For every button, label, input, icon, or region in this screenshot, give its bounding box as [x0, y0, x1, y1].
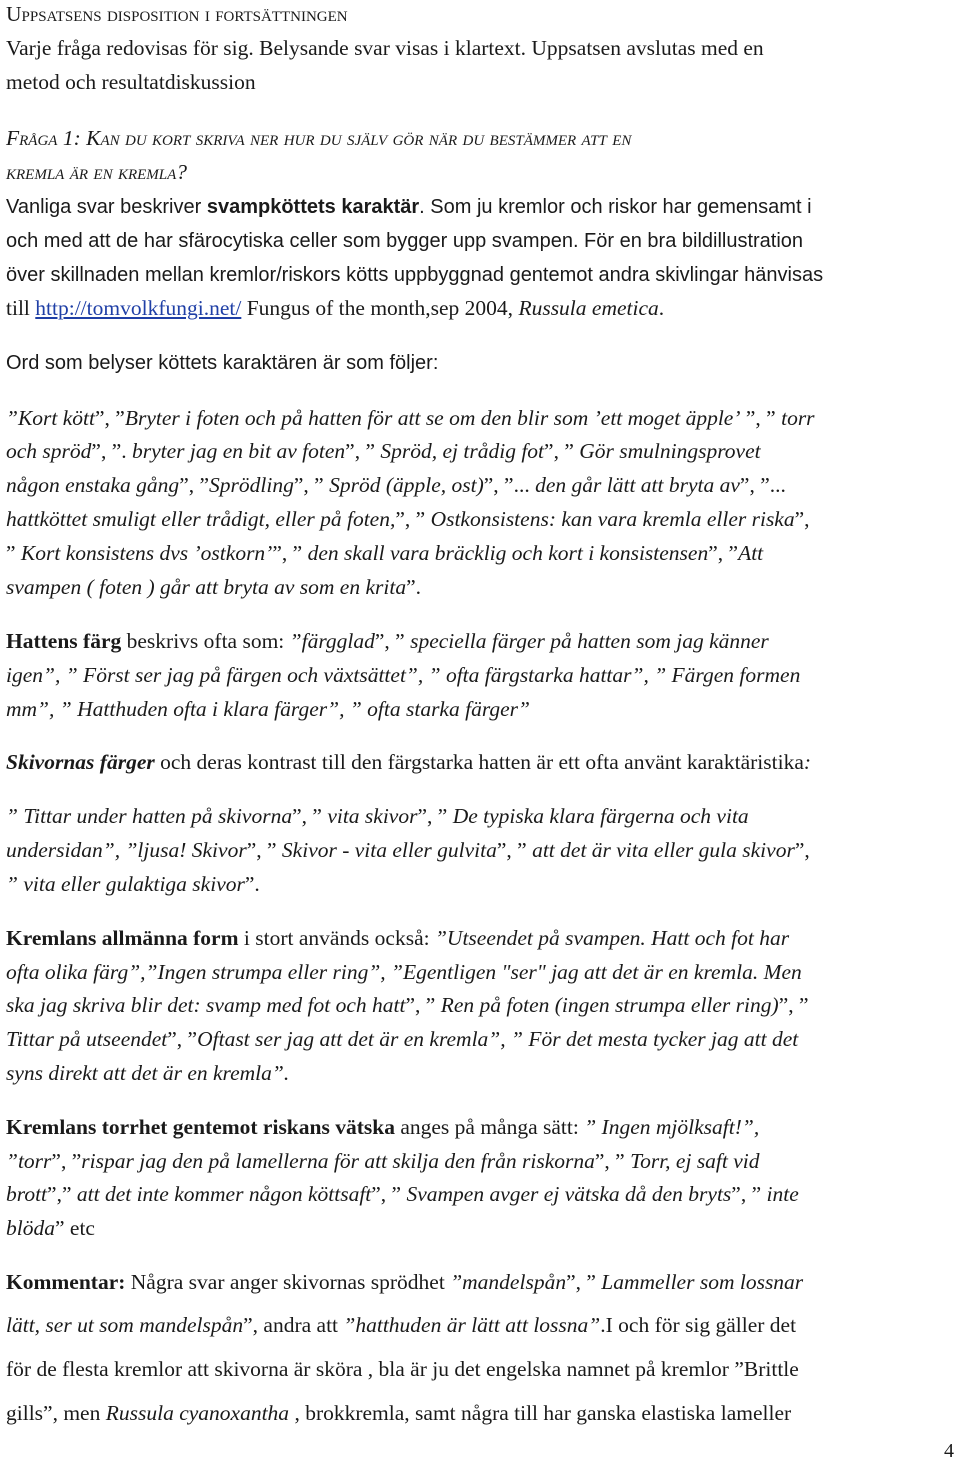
- allmanna-line-3: [6, 995, 809, 1017]
- kommentar-line-3: för de flesta kremlor att skivorna är sköra , bla är ju det engelska namnet på kremlor ”Brittle: [6, 1357, 799, 1381]
- body1-line-4: [6, 298, 664, 320]
- allmanna-line-2: ofta olika färg”,”Ingen strumpa eller ring”, ”Egentligen "ser" jag att det är en kremla. Men: [6, 960, 802, 984]
- quote: ”hatthuden är lätt att lossna”: [343, 1313, 601, 1337]
- hattens-line-2: igen”, ” Först ser jag på färgen och växtsättet”, ” ofta färgstarka hattar”, ” Färgen formen: [6, 663, 801, 687]
- quote: rispar jag den på lamellerna för att skilja den från riskorna: [81, 1149, 595, 1173]
- body1-line-1: [6, 197, 812, 217]
- plain-text: i stort används också:: [238, 926, 435, 950]
- quote: De typiska klara färgerna och vita: [452, 804, 749, 828]
- term-bold: Kremlans allmänna form: [6, 926, 239, 950]
- quote-sep: ”, ”: [272, 541, 308, 565]
- quote: lätt, ser ut som mandelspån: [6, 1313, 244, 1337]
- quote: vita skivor: [327, 804, 418, 828]
- torrhet-line-3: [6, 1184, 799, 1206]
- quote: inte: [766, 1182, 799, 1206]
- plain-text: gills”, men: [6, 1401, 106, 1425]
- hattens-line-1: [6, 631, 769, 653]
- body1-text: Fungus of the month,sep 2004,: [241, 296, 519, 320]
- quote: ”Kort kött: [6, 406, 96, 430]
- quote-sep: ”, ”.: [91, 439, 132, 463]
- kommentar-line-2: [6, 1315, 796, 1337]
- intro-line-1: Varje fråga redovisas för sig. Belysande svar visas i klartext. Uppsatsen avslutas med en: [6, 36, 764, 60]
- skivornas-line-3: [6, 840, 810, 862]
- quote: och spröd: [6, 439, 92, 463]
- quote: Lammeller som lossnar: [601, 1270, 804, 1294]
- allmanna-line-5: syns direkt att det är en kremla”.: [6, 1061, 290, 1085]
- quote: Ren på foten (ingen strumpa eller ring): [440, 993, 779, 1017]
- quote-sep: ”, ”: [292, 804, 328, 828]
- quote-sep: ”,: [794, 507, 810, 531]
- quote-sep: ”, ”: [395, 507, 431, 531]
- quotes1-line-4: [6, 509, 810, 531]
- quote: Gör smulningsprovet: [579, 439, 761, 463]
- page-number: 4: [944, 1440, 954, 1462]
- species-name: Russula emetica: [518, 296, 659, 320]
- quote-sep: ”, ”: [405, 993, 441, 1017]
- term-bold: Kremlans torrhet gentemot riskans vätska: [6, 1115, 395, 1139]
- quote: Skivor - vita eller gulvita: [281, 838, 497, 862]
- quote: Ostkonsistens: kan vara kremla eller riska: [430, 507, 795, 531]
- quote: ska jag skriva blir det: svamp med fot och hatt: [6, 993, 406, 1017]
- quote-sep: ”, ”: [374, 629, 411, 653]
- quote: speciella färger på hatten som jag känner: [410, 629, 769, 653]
- quote-sep: ”, ”: [417, 804, 453, 828]
- plain-text: beskrivs ofta som:: [121, 629, 290, 653]
- term-bold: Kommentar:: [6, 1270, 126, 1294]
- quote-sep: ”, ”: [708, 541, 739, 565]
- quote-sep: ”, ”: [731, 1182, 767, 1206]
- body1-bold: svampköttets karaktär: [206, 196, 420, 218]
- quotes1-line-2: [6, 441, 761, 463]
- quote: brott: [6, 1182, 48, 1206]
- quotes1-line-5: [6, 543, 763, 565]
- quote: Tittar på utseendet: [6, 1027, 168, 1051]
- skivornas-line-2: [6, 806, 749, 828]
- quote: Torr, ej saft vid: [630, 1149, 760, 1173]
- quote: undersidan”, ”ljusa! Skivor: [6, 838, 247, 862]
- quote: svampen ( foten ) går att bryta av som en krita: [6, 575, 407, 599]
- quote: Spröd, ej trådig fot: [380, 439, 545, 463]
- quote-sep: ”, ”: [566, 1270, 602, 1294]
- quote-sep: ”, ”: [345, 439, 381, 463]
- quote: Spröd (äpple, ost): [329, 473, 484, 497]
- quote: någon enstaka gång: [6, 473, 180, 497]
- hattens-line-3: mm”, ” Hatthuden ofta i klara färger”, ” ofta starka färger”: [6, 697, 531, 721]
- quote-sep: ”, ”: [246, 838, 282, 862]
- quote: att det inte kommer någon köttsaft: [76, 1182, 372, 1206]
- body1-text: till: [6, 296, 36, 320]
- plain-text: :: [803, 750, 812, 774]
- body1-text: Vanliga svar beskriver: [6, 196, 207, 218]
- quote: Att: [738, 541, 764, 565]
- quote: ” vita eller gulaktiga skivor: [6, 872, 245, 896]
- quote-sep: ”, ”: [740, 406, 782, 430]
- quote-sep: ”,: [794, 838, 810, 862]
- quote: den går lätt att bryta av: [535, 473, 740, 497]
- quote: hattköttet smuligt eller trådigt, eller på foten,: [6, 507, 396, 531]
- quote: Kort konsistens dvs ’ostkorn’: [20, 541, 273, 565]
- quote: Oftast ser jag att det är en kremla”, ” För det mesta tycker jag att det: [197, 1027, 799, 1051]
- quote-sep: ”, ”: [496, 838, 533, 862]
- quotes1-line-6: [6, 577, 421, 599]
- plain-text: .I och för sig gäller det: [600, 1313, 797, 1337]
- quote: ”torr: [6, 1149, 52, 1173]
- body1-text: . Som ju kremlor och riskor har gemensamt i: [419, 196, 812, 218]
- tomvolkfungi-link[interactable]: http://tomvolkfungi.net/: [35, 296, 242, 320]
- quote-sep: ”, ”...: [483, 473, 536, 497]
- allmanna-line-1: [6, 928, 789, 950]
- quote-sep: ”, ”: [51, 1149, 82, 1173]
- quote-sep: ”, ”: [371, 1182, 407, 1206]
- body1-line-3: över skillnaden mellan kremlor/riskors kötts uppbyggnad gentemot andra skivlingar hänvisas: [6, 264, 824, 286]
- plain-text: ” etc: [54, 1216, 95, 1240]
- quote-sep: ”, ”: [594, 1149, 631, 1173]
- quotes1-line-3: [6, 475, 786, 497]
- plain-text: Några svar anger skivornas sprödhet: [125, 1270, 451, 1294]
- species-name: Russula cyanoxantha: [105, 1401, 290, 1425]
- term-bold: Hattens färg: [6, 629, 122, 653]
- quote-sep: ”, ”: [778, 993, 809, 1017]
- kommentar-line-1: [6, 1272, 803, 1294]
- body2-line: Ord som belyser köttets karaktären är som följer:: [6, 352, 439, 374]
- question-line-1: Fråga 1: Kan du kort skriva ner hur du själv gör när du bestämmer att en: [6, 126, 632, 150]
- plain-text: anges på många sätt:: [394, 1115, 585, 1139]
- quote-sep: ”, ”...: [739, 473, 786, 497]
- quotes1-line-1: [6, 408, 815, 430]
- quote-sep: ”,”: [47, 1182, 77, 1206]
- plain-text: och deras kontrast till den färgstarka hatten är ett ofta använt karaktäristika: [154, 750, 804, 774]
- skivornas-line-1: [6, 752, 811, 774]
- quote: blöda: [6, 1216, 55, 1240]
- quote: ”Utseendet på svampen. Hatt och fot har: [434, 926, 790, 950]
- term-bold-italic: Skivornas färger: [6, 750, 155, 774]
- quote: Sprödling: [209, 473, 294, 497]
- quote-sep: ”, ”: [95, 406, 125, 430]
- quote-sep: ”: [6, 541, 21, 565]
- quote: den skall vara bräcklig och kort i konsistensen: [307, 541, 709, 565]
- section-heading: Uppsatsens disposition i fortsättningen: [6, 2, 348, 26]
- quote: bryter jag en bit av foten: [132, 439, 346, 463]
- quote-sep: ”.: [244, 872, 260, 896]
- quote: Bryter i foten och på hatten för att se om den blir som ’ett moget äpple’: [124, 406, 741, 430]
- plain-text: , brokkremla, samt några till har ganska elastiska lameller: [289, 1401, 792, 1425]
- body1-text: .: [658, 296, 665, 320]
- torrhet-line-1: [6, 1117, 759, 1139]
- quote: att det är vita eller gula skivor: [532, 838, 795, 862]
- body1-line-2: och med att de har sfärocytiska celler som bygger upp svampen. För en bra bildillustration: [6, 230, 804, 252]
- torrhet-line-4: [6, 1218, 95, 1240]
- quote: ”mandelspån: [450, 1270, 567, 1294]
- quote: ” Ingen mjölksaft!”,: [584, 1115, 760, 1139]
- quote-sep: ”.: [406, 575, 421, 599]
- skivornas-line-4: [6, 874, 260, 896]
- quote: Svampen avger ej vätska då den bryts: [406, 1182, 732, 1206]
- torrhet-line-2: [6, 1151, 760, 1173]
- quote-sep: ”, ”: [167, 1027, 198, 1051]
- allmanna-line-4: [6, 1029, 798, 1051]
- quote-sep: ”, ”: [544, 439, 580, 463]
- plain-text: ”, andra att: [243, 1313, 344, 1337]
- quote: ” Tittar under hatten på skivorna: [6, 804, 293, 828]
- intro-line-2: metod och resultatdiskussion: [6, 70, 256, 94]
- quote-sep: ”, ”: [293, 473, 330, 497]
- quote-sep: ”, ”: [179, 473, 210, 497]
- quote: ”färgglad: [289, 629, 375, 653]
- kommentar-line-4: [6, 1403, 791, 1425]
- quote: torr: [781, 406, 815, 430]
- question-line-2: kremla är en kremla?: [6, 160, 188, 184]
